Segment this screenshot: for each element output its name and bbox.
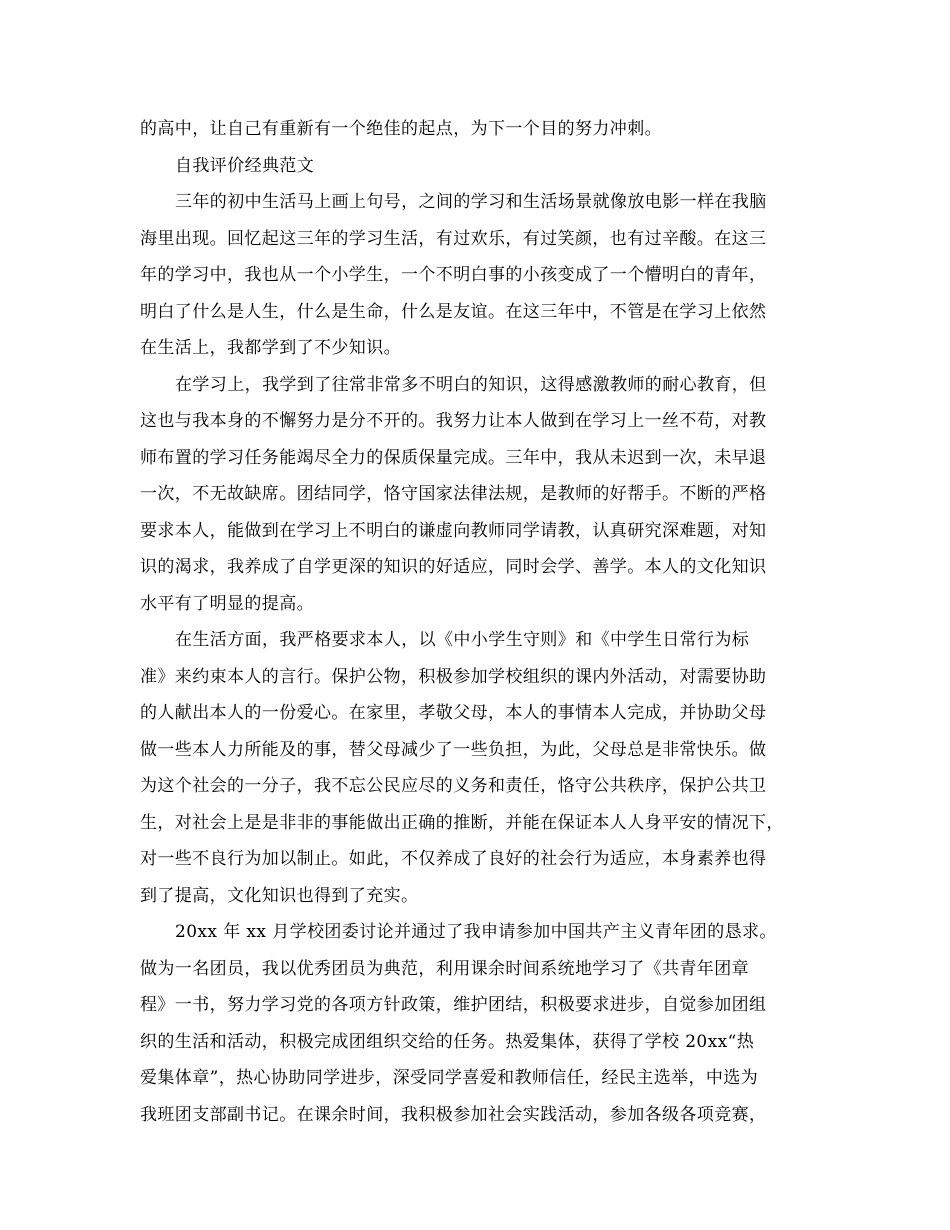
text-line: 准》来约束本人的言行。保护公物，积极参加学校组织的课内外活动，对需要协助 xyxy=(140,666,767,687)
text-line: 的高中，让自己有重新有一个绝佳的起点，为下一个目的努力冲刺。 xyxy=(140,119,662,139)
text-line: 识的渴求，我养成了自学更深的知识的好适应，同时会学、善学。本人的文化知识 xyxy=(140,557,767,577)
paragraph-first-line: 20xx 年 xx 月学校团委讨论并通过了我申请参加中国共产主义青年团的恳求。 xyxy=(175,922,777,942)
text-line: 师布置的学习任务能竭尽全力的保质保量完成。三年中，我从未迟到一次，未早退 xyxy=(140,447,767,468)
text-line: 一次，不无故缺席。团结同学，恪守国家法律法规，是教师的好帮手。不断的严格 xyxy=(140,484,767,504)
text-line: 水平有了明显的提高。 xyxy=(140,593,314,614)
paragraph-first-line: 在生活方面，我严格要求本人，以《中小学生守则》和《中学生日常行为标 xyxy=(175,630,750,650)
text-line: 在生活上，我都学到了不少知识。 xyxy=(140,338,401,358)
paragraph-first-line: 在学习上，我学到了往常非常多不明白的知识，这得感激教师的耐心教育，但 xyxy=(175,374,767,395)
text-line: 做一些本人力所能及的事，替父母减少了一些负担，为此，父母总是非常快乐。做 xyxy=(140,739,767,760)
text-line: 明白了什么是人生，什么是生命，什么是友谊。在这三年中，不管是在学习上依然 xyxy=(140,301,767,322)
text-line: 织的生活和活动，积极完成团组织交给的任务。热爱集体，获得了学校 20xx“热 xyxy=(140,1031,755,1052)
paragraph-first-line: 三年的初中生活马上画上句号，之间的学习和生活场景就像放电影一样在我脑 xyxy=(175,192,767,212)
text-line: 要求本人，能做到在学习上不明白的谦虚向教师同学请教，认真研究深难题，对知 xyxy=(140,520,767,541)
text-line: 对一些不良行为加以制止。如此，不仅养成了良好的社会行为适应，本身素养也得 xyxy=(140,849,767,869)
text-line: 爱集体章”，热心协助同学进步，深受同学喜爱和教师信任，经民主选举，中选为 xyxy=(140,1068,759,1088)
text-line: 做为一名团员，我以优秀团员为典范，利用课余时间系统地学习了《共青年团章 xyxy=(140,958,749,979)
text-line: 到了提高，文化知识也得到了充实。 xyxy=(140,885,419,906)
text-line: 这也与我本身的不懈努力是分不开的。我努力让本人做到在学习上一丝不苟，对教 xyxy=(140,411,767,431)
text-line: 的人献出本人的一份爱心。在家里，孝敬父母，本人的事情本人完成，并协助父母 xyxy=(140,703,767,723)
text-line: 我班团支部副书记。在课余时间，我积极参加社会实践活动，参加各级各项竞赛， xyxy=(140,1104,767,1125)
text-line: 为这个社会的一分子，我不忘公民应尽的义务和责任，恪守公共秩序，保护公共卫 xyxy=(140,776,767,796)
text-line: 程》一书，努力学习党的各项方针政策，维护团结，积极要求进步，自觉参加团组 xyxy=(140,995,767,1015)
document-page xyxy=(140,111,830,1133)
paragraph-first-line: 自我评价经典范文 xyxy=(175,155,315,176)
text-line: 海里出现。回忆起这三年的学习生活，有过欢乐，有过笑颜，也有过辛酸。在这三 xyxy=(140,228,767,249)
text-line: 年的学习中，我也从一个小学生，一个不明白事的小孩变成了一个懵明白的青年， xyxy=(140,265,767,285)
text-line: 生，对社会上是是非非的事能做出正确的推断，并能在保证本人人身平安的情况下， xyxy=(140,812,784,833)
